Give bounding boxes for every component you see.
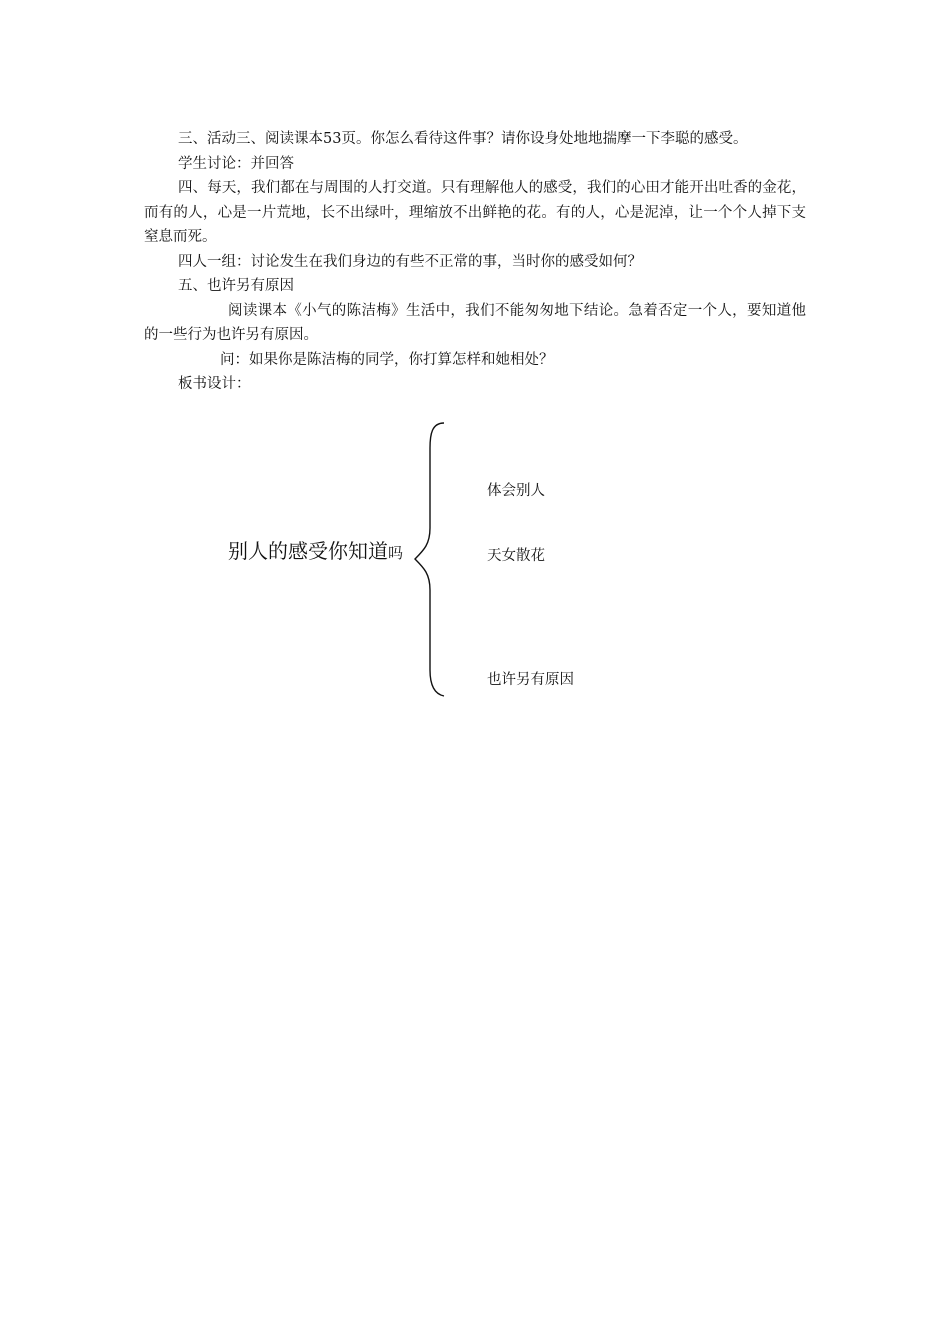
paragraph-reading: 阅读课本《小气的陈洁梅》生活中，我们不能匆匆地下结论。急着否定一个人，要知道他的一些行为也许另有原因。 [144,302,806,343]
paragraph-activity-three: 三、活动三、阅读课本53页。你怎么看待这件事？请你设身处地地揣摩一下李聪的感受。 [178,131,748,147]
paragraph-group-discussion: 四人一组：讨论发生在我们身边的有些不正常的事，当时你的感受如何？ [178,253,642,270]
board-design [0,420,950,710]
board-item-fairy-flowers: 天女散花 [487,548,545,564]
curly-brace-icon [410,420,450,700]
paragraph-student-discussion: 学生讨论：并回答 [178,155,294,172]
paragraph-question: 问：如果你是陈洁梅的同学，你打算怎样和她相处？ [220,351,554,368]
board-title-main: 别人的感受你知道 [228,539,388,563]
board-item-other-reasons: 也许另有原因 [487,672,574,688]
board-title-tail: 吗 [388,544,404,562]
paragraph-section-four: 四、每天，我们都在与周围的人打交道。只有理解他人的感受，我们的心田才能开出吐香的金花，而有的人，心是一片荒地，长不出绿叶，理缩放不出鲜艳的花。有的人，心是泥淖，让一个个人掉下支窒息而死。 [144,180,806,245]
paragraph-board-design-label: 板书设计： [178,376,251,392]
paragraph-section-five: 五、也许另有原因 [178,278,294,294]
board-title [228,536,408,568]
lesson-text [144,127,806,397]
board-item-understand-others: 体会别人 [487,483,545,499]
